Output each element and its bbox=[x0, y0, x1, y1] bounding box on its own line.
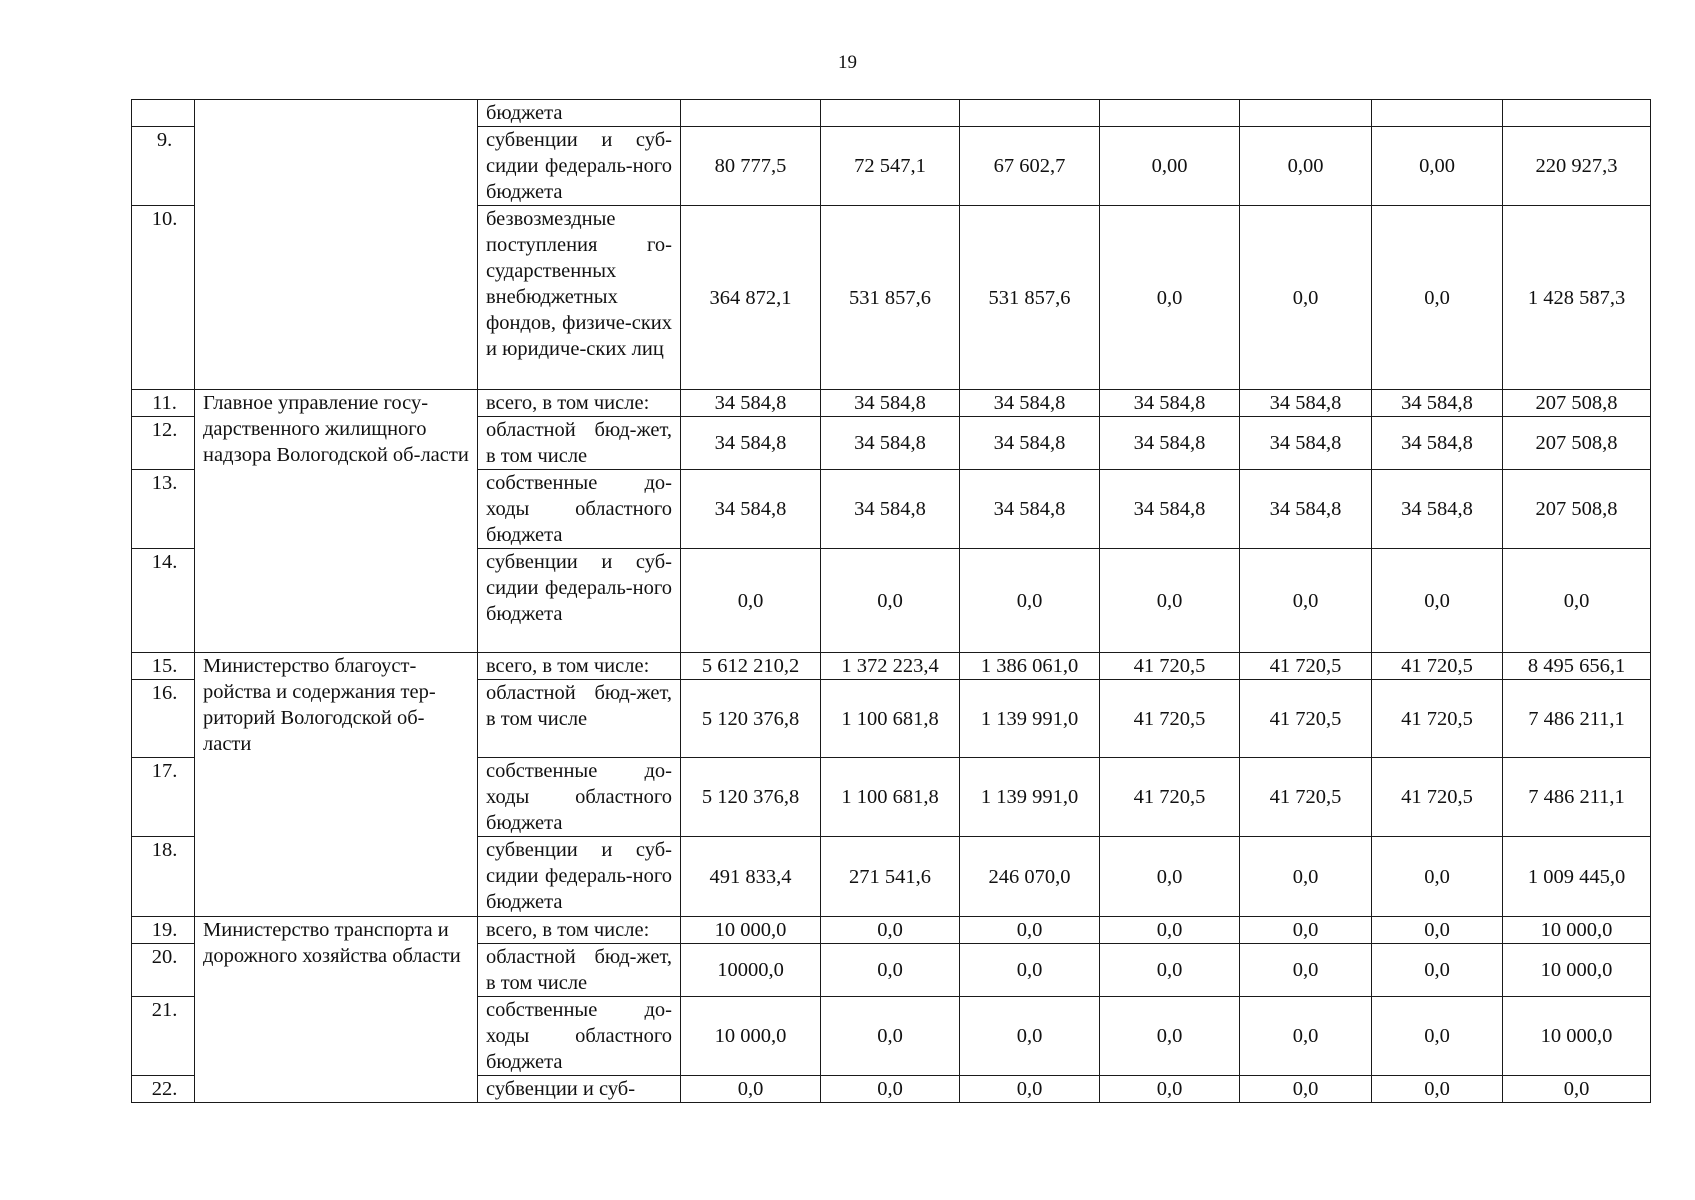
value-cell bbox=[1372, 100, 1503, 127]
value-cell: 531 857,6 bbox=[960, 206, 1100, 390]
value-cell: 41 720,5 bbox=[1372, 758, 1503, 837]
row-number-cell: 13. bbox=[132, 470, 195, 549]
value-cell: 1 139 991,0 bbox=[960, 758, 1100, 837]
value-cell: 34 584,8 bbox=[821, 470, 960, 549]
total-value-cell: 7 486 211,1 bbox=[1503, 758, 1651, 837]
value-cell: 72 547,1 bbox=[821, 127, 960, 206]
total-value-cell: 10 000,0 bbox=[1503, 944, 1651, 997]
value-cell: 0,0 bbox=[960, 1076, 1100, 1103]
row-number-cell: 10. bbox=[132, 206, 195, 390]
value-cell: 41 720,5 bbox=[1100, 653, 1240, 680]
value-cell bbox=[960, 100, 1100, 127]
funding-source-cell: собственные до-ходы областного бюджета bbox=[478, 997, 681, 1076]
value-cell: 0,0 bbox=[960, 917, 1100, 944]
value-cell: 0,00 bbox=[1372, 127, 1503, 206]
value-cell: 0,0 bbox=[1372, 837, 1503, 917]
value-cell: 0,0 bbox=[1372, 1076, 1503, 1103]
total-value-cell: 220 927,3 bbox=[1503, 127, 1651, 206]
value-cell: 531 857,6 bbox=[821, 206, 960, 390]
value-cell: 10 000,0 bbox=[681, 917, 821, 944]
value-cell: 41 720,5 bbox=[1100, 758, 1240, 837]
total-value-cell: 10 000,0 bbox=[1503, 997, 1651, 1076]
value-cell bbox=[681, 100, 821, 127]
value-cell: 0,0 bbox=[1240, 549, 1372, 653]
value-cell: 0,0 bbox=[1100, 1076, 1240, 1103]
value-cell: 0,0 bbox=[960, 549, 1100, 653]
row-number-cell: 16. bbox=[132, 680, 195, 758]
value-cell: 41 720,5 bbox=[1240, 653, 1372, 680]
total-value-cell: 1 428 587,3 bbox=[1503, 206, 1651, 390]
value-cell: 34 584,8 bbox=[960, 390, 1100, 417]
value-cell: 0,0 bbox=[1100, 837, 1240, 917]
value-cell: 0,0 bbox=[1372, 917, 1503, 944]
value-cell: 0,0 bbox=[1100, 549, 1240, 653]
funding-source-cell: областной бюд-жет, в том числе bbox=[478, 417, 681, 470]
value-cell: 0,0 bbox=[1240, 206, 1372, 390]
total-value-cell: 10 000,0 bbox=[1503, 917, 1651, 944]
value-cell: 0,0 bbox=[1100, 997, 1240, 1076]
funding-source-cell: всего, в том числе: bbox=[478, 390, 681, 417]
row-number-cell bbox=[132, 100, 195, 127]
table-row bbox=[132, 653, 1651, 680]
page-number: 19 bbox=[838, 52, 857, 73]
value-cell: 34 584,8 bbox=[681, 470, 821, 549]
value-cell: 0,0 bbox=[1240, 1076, 1372, 1103]
value-cell: 41 720,5 bbox=[1372, 653, 1503, 680]
value-cell: 5 612 210,2 bbox=[681, 653, 821, 680]
value-cell: 1 386 061,0 bbox=[960, 653, 1100, 680]
value-cell: 34 584,8 bbox=[681, 417, 821, 470]
value-cell: 0,00 bbox=[1240, 127, 1372, 206]
row-number-cell: 20. bbox=[132, 944, 195, 997]
value-cell bbox=[1240, 100, 1372, 127]
funding-source-cell: всего, в том числе: bbox=[478, 653, 681, 680]
value-cell: 0,0 bbox=[1372, 944, 1503, 997]
value-cell: 34 584,8 bbox=[1372, 470, 1503, 549]
value-cell: 0,0 bbox=[821, 944, 960, 997]
organization-cell: Министерство транспорта и дорожного хозяйства области bbox=[195, 917, 478, 1103]
value-cell: 5 120 376,8 bbox=[681, 680, 821, 758]
total-value-cell bbox=[1503, 100, 1651, 127]
value-cell: 10 000,0 bbox=[681, 997, 821, 1076]
funding-source-cell: субвенции и суб- bbox=[478, 1076, 681, 1103]
total-value-cell: 7 486 211,1 bbox=[1503, 680, 1651, 758]
value-cell bbox=[821, 100, 960, 127]
value-cell: 1 372 223,4 bbox=[821, 653, 960, 680]
organization-cell bbox=[195, 100, 478, 390]
total-value-cell: 8 495 656,1 bbox=[1503, 653, 1651, 680]
budget-table bbox=[131, 99, 1651, 1103]
funding-source-cell: всего, в том числе: bbox=[478, 917, 681, 944]
table-row bbox=[132, 917, 1651, 944]
value-cell: 34 584,8 bbox=[681, 390, 821, 417]
value-cell: 41 720,5 bbox=[1240, 758, 1372, 837]
value-cell: 34 584,8 bbox=[960, 470, 1100, 549]
value-cell: 1 139 991,0 bbox=[960, 680, 1100, 758]
value-cell: 0,0 bbox=[821, 997, 960, 1076]
funding-source-cell: субвенции и суб-сидии федераль-ного бюджета bbox=[478, 837, 681, 917]
row-number-cell: 22. bbox=[132, 1076, 195, 1103]
funding-source-cell: субвенции и суб-сидии федераль-ного бюджета bbox=[478, 549, 681, 653]
row-number-cell: 21. bbox=[132, 997, 195, 1076]
value-cell: 34 584,8 bbox=[821, 390, 960, 417]
value-cell: 0,0 bbox=[1100, 917, 1240, 944]
value-cell: 1 100 681,8 bbox=[821, 680, 960, 758]
value-cell: 0,0 bbox=[681, 1076, 821, 1103]
funding-source-cell: бюджета bbox=[478, 100, 681, 127]
value-cell: 80 777,5 bbox=[681, 127, 821, 206]
value-cell: 0,0 bbox=[960, 997, 1100, 1076]
value-cell: 0,00 bbox=[1100, 127, 1240, 206]
value-cell: 0,0 bbox=[1100, 944, 1240, 997]
funding-source-cell: областной бюд-жет, в том числе bbox=[478, 944, 681, 997]
value-cell: 0,0 bbox=[821, 917, 960, 944]
table-row bbox=[132, 100, 1651, 127]
total-value-cell: 1 009 445,0 bbox=[1503, 837, 1651, 917]
value-cell: 34 584,8 bbox=[1372, 390, 1503, 417]
value-cell: 271 541,6 bbox=[821, 837, 960, 917]
value-cell: 34 584,8 bbox=[960, 417, 1100, 470]
row-number-cell: 12. bbox=[132, 417, 195, 470]
value-cell: 34 584,8 bbox=[1372, 417, 1503, 470]
total-value-cell: 207 508,8 bbox=[1503, 390, 1651, 417]
value-cell: 491 833,4 bbox=[681, 837, 821, 917]
total-value-cell: 0,0 bbox=[1503, 1076, 1651, 1103]
value-cell: 5 120 376,8 bbox=[681, 758, 821, 837]
value-cell: 0,0 bbox=[960, 944, 1100, 997]
value-cell: 0,0 bbox=[681, 549, 821, 653]
row-number-cell: 11. bbox=[132, 390, 195, 417]
funding-source-cell: субвенции и суб-сидии федераль-ного бюджета bbox=[478, 127, 681, 206]
value-cell: 1 100 681,8 bbox=[821, 758, 960, 837]
value-cell: 0,0 bbox=[821, 1076, 960, 1103]
value-cell: 34 584,8 bbox=[1100, 390, 1240, 417]
row-number-cell: 17. bbox=[132, 758, 195, 837]
row-number-cell: 14. bbox=[132, 549, 195, 653]
value-cell: 10000,0 bbox=[681, 944, 821, 997]
value-cell: 34 584,8 bbox=[1240, 390, 1372, 417]
value-cell: 0,0 bbox=[1372, 206, 1503, 390]
value-cell: 67 602,7 bbox=[960, 127, 1100, 206]
organization-cell: Главное управление госу-дарственного жилищного надзора Вологодской об-ласти bbox=[195, 390, 478, 653]
value-cell: 34 584,8 bbox=[821, 417, 960, 470]
value-cell: 246 070,0 bbox=[960, 837, 1100, 917]
total-value-cell: 207 508,8 bbox=[1503, 470, 1651, 549]
value-cell: 0,0 bbox=[1240, 997, 1372, 1076]
value-cell: 0,0 bbox=[1372, 997, 1503, 1076]
funding-source-cell: областной бюд-жет, в том числе bbox=[478, 680, 681, 758]
value-cell: 364 872,1 bbox=[681, 206, 821, 390]
table-row bbox=[132, 390, 1651, 417]
total-value-cell: 207 508,8 bbox=[1503, 417, 1651, 470]
funding-source-cell: собственные до-ходы областного бюджета bbox=[478, 758, 681, 837]
total-value-cell: 0,0 bbox=[1503, 549, 1651, 653]
value-cell: 41 720,5 bbox=[1372, 680, 1503, 758]
value-cell: 0,0 bbox=[1240, 837, 1372, 917]
value-cell: 34 584,8 bbox=[1240, 470, 1372, 549]
value-cell: 0,0 bbox=[1240, 944, 1372, 997]
value-cell: 34 584,8 bbox=[1100, 470, 1240, 549]
value-cell: 41 720,5 bbox=[1100, 680, 1240, 758]
row-number-cell: 18. bbox=[132, 837, 195, 917]
row-number-cell: 15. bbox=[132, 653, 195, 680]
value-cell: 0,0 bbox=[1240, 917, 1372, 944]
organization-cell: Министерство благоуст-ройства и содержания тер-риторий Вологодской об-ласти bbox=[195, 653, 478, 917]
value-cell: 0,0 bbox=[821, 549, 960, 653]
row-number-cell: 19. bbox=[132, 917, 195, 944]
value-cell: 0,0 bbox=[1100, 206, 1240, 390]
value-cell: 0,0 bbox=[1372, 549, 1503, 653]
funding-source-cell: собственные до-ходы областного бюджета bbox=[478, 470, 681, 549]
funding-source-cell: безвозмездные поступления го-сударственных внебюджетных фондов, физиче-ских и юридиче-ских лиц bbox=[478, 206, 681, 390]
value-cell bbox=[1100, 100, 1240, 127]
value-cell: 34 584,8 bbox=[1240, 417, 1372, 470]
value-cell: 41 720,5 bbox=[1240, 680, 1372, 758]
row-number-cell: 9. bbox=[132, 127, 195, 206]
value-cell: 34 584,8 bbox=[1100, 417, 1240, 470]
